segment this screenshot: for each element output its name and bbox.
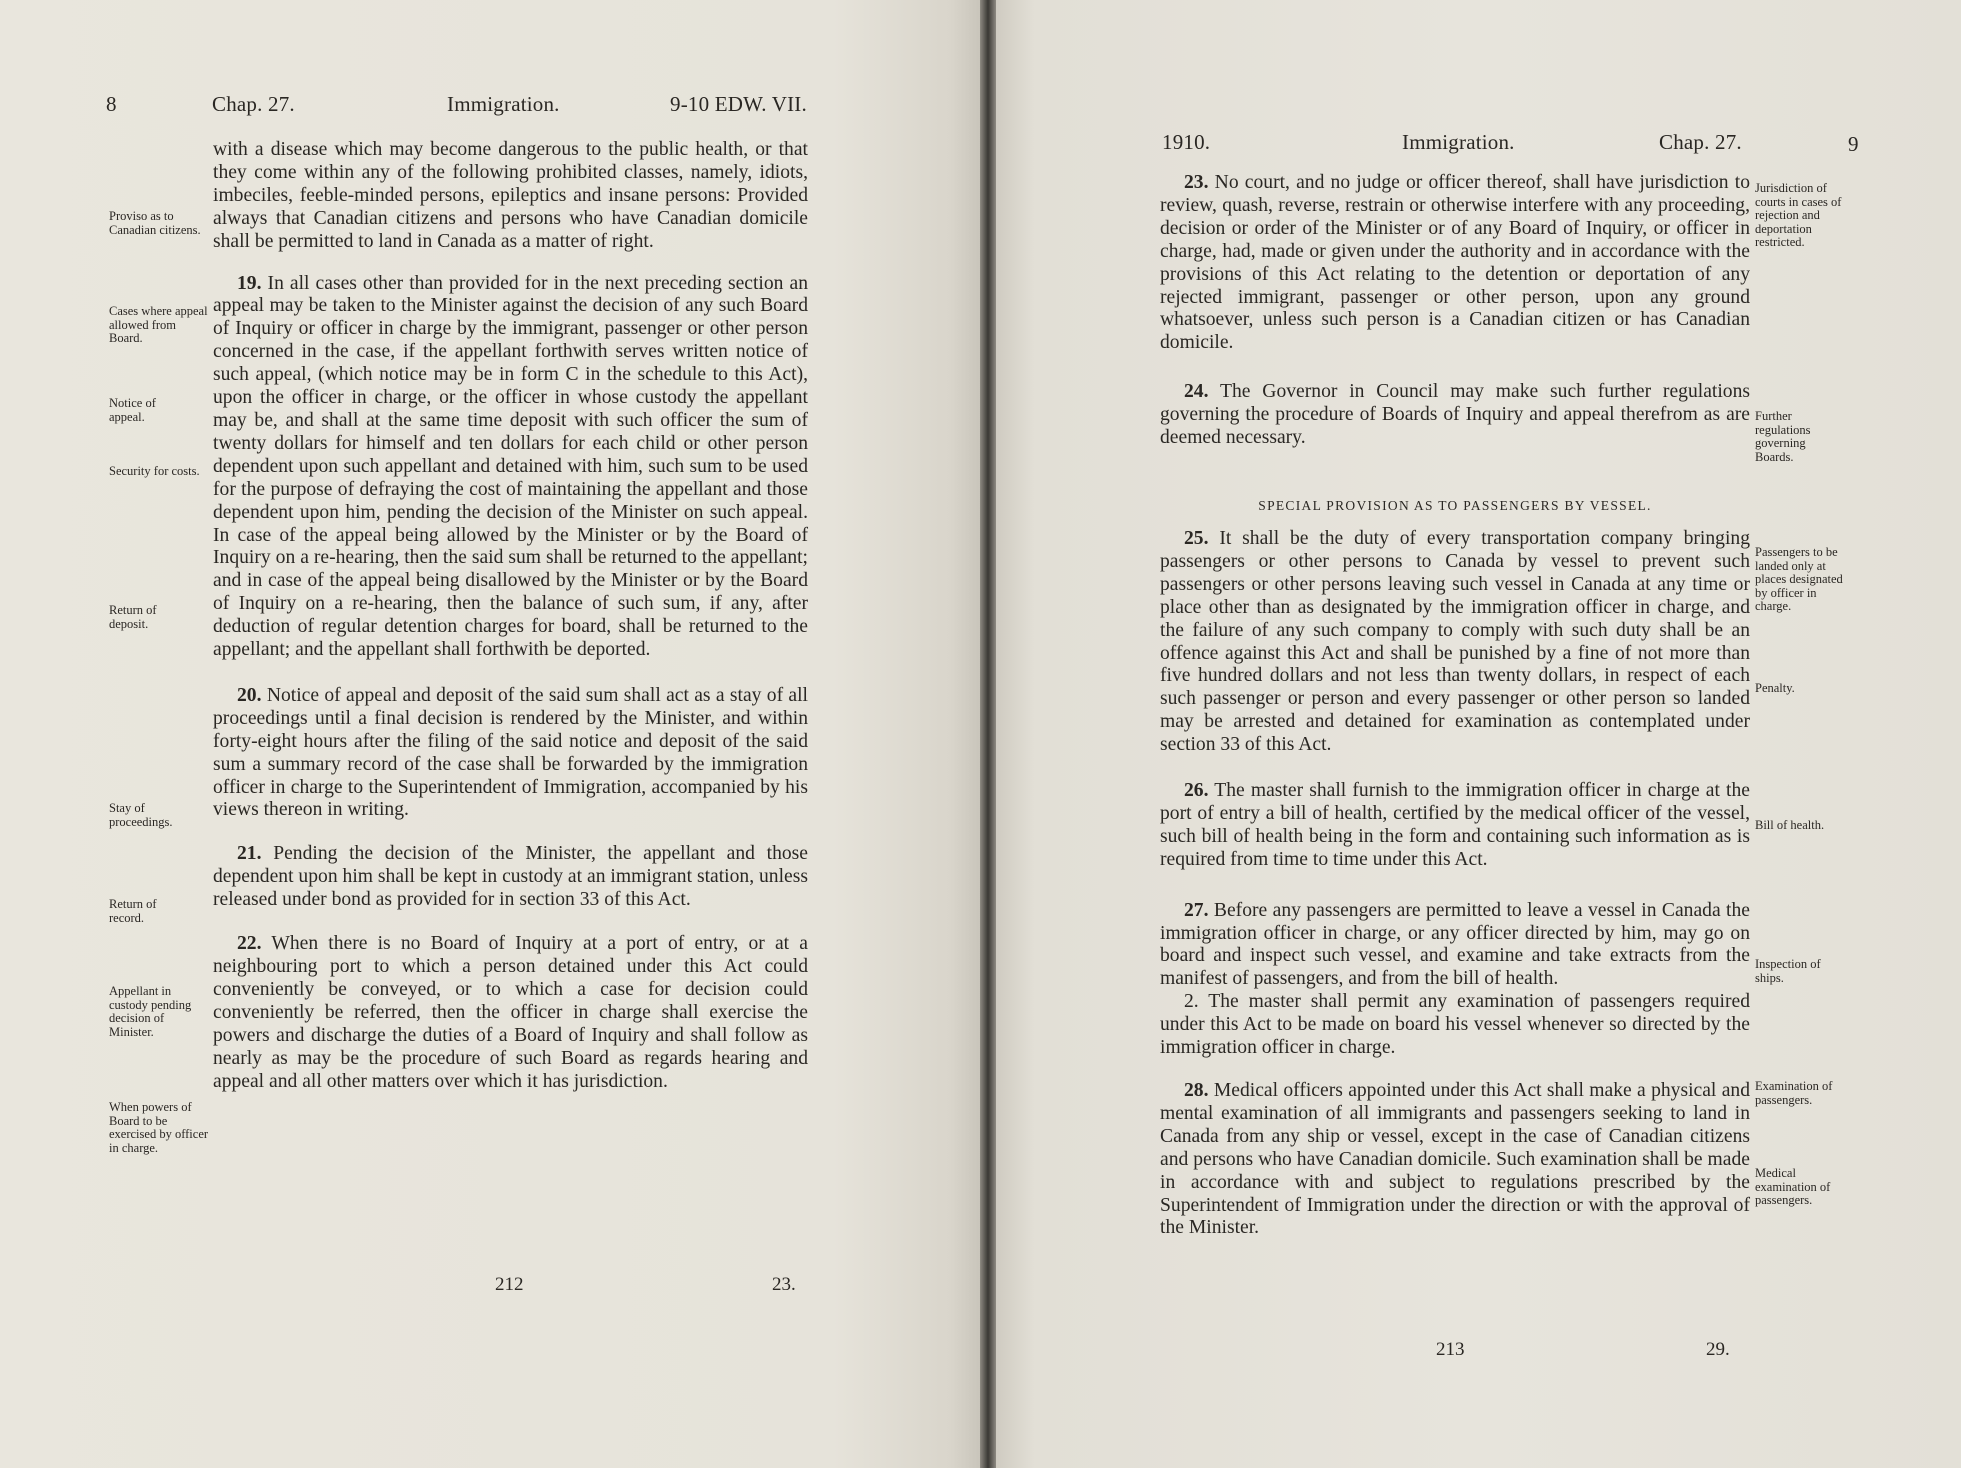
section-number: 24. [1184, 381, 1209, 403]
margin-note: Passengers to be landed only at places designated by officer in charge. [1755, 545, 1843, 614]
paragraph-text: with a disease which may become dangerous to the public health, or that they come within any of the following prohibited classes, namely, idiots, imbeciles, feeble-minded persons, epileptics and insane persons: Provided always that Canadian citizens and persons who have Canadian domicile shall be permitted to land in Canada as a matter of right. [213, 139, 808, 252]
section-25 [1160, 528, 1750, 757]
subsection-number: 2. [1184, 991, 1199, 1013]
section-text: The master shall furnish to the immigration officer in charge at the port of entry a bill of health, certified by the medical officer of the vessel, such bill of health being in the form and containing such information as is required from time to time under this Act. [1160, 780, 1750, 870]
margin-note: Penalty. [1755, 681, 1795, 695]
section-text: When there is no Board of Inquiry at a port of entry, or at a neighbouring port to which a person detained under this Act could conveniently be conveyed, or to which a case for decision could conveniently be referred, then the officer in charge shall exercise the powers and discharge the duties of a Board of Inquiry and shall follow as nearly as may be the procedure of such Board as regards hearing and appeal and all other matters over which it has jurisdiction. [213, 933, 808, 1092]
section-22 [213, 933, 808, 1093]
section-heading: SPECIAL PROVISION AS TO PASSENGERS BY VESSEL. [1258, 498, 1652, 513]
margin-note: Examination of passengers. [1755, 1079, 1833, 1107]
year-heading: 1910. [1162, 130, 1211, 154]
margin-note: Further regulations governing Boards. [1755, 409, 1811, 464]
section-text: In all cases other than provided for in the next preceding section an appeal may be taken to the Minister against the decision of any such Board of Inquiry or officer in charge by the immigrant, passenger or other person concerned in the case, if the appellant forthwith serves written notice of such appeal, (which notice may be in form C in the schedule to this Act), upon the officer in charge, or the officer in whose custody the appellant may be, and shall at the same time deposit with such officer the sum of twenty dollars for himself and ten dollars for each child or other person dependent upon such appellant and detained with him, such sum to be used for the purpose of defraying the cost of maintaining the appellant and those dependent upon him, pending the decision of the Minister on such appeal. In case of the appeal being allowed by the Minister or by the Board of Inquiry on a re-hearing, then the said sum shall be returned to the appellant; and in case of the appeal being disallowed by the Minister or by the Board of Inquiry on a re-hearing, then the balance of such sum, if any, after deduction of regular detention charges for board, shall be returned to the appellant; and the appellant shall forthwith be deported. [213, 272, 808, 661]
page-folio: 213 [1436, 1339, 1465, 1360]
page-number: 8 [106, 92, 117, 116]
section-number: 20. [237, 684, 262, 706]
section-19 [213, 273, 808, 662]
section-text: Before any passengers are permitted to leave a vessel in Canada the immigration officer in charge, or any officer directed by him, may go on board and inspect such vessel, and examine and take extracts from the manifest of passengers, and from the bill of health. [1160, 899, 1750, 990]
section-text: No court, and no judge or officer thereof, shall have jurisdiction to review, quash, reverse, restrain or otherwise interfere with any proceeding, decision or order of the Minister or of any Board of Inquiry, or officer in charge, had, made or given under the authority and in accordance with the provisions of this Act relating to the detention or deportation of any rejected immigrant, passenger or other person, upon any ground whatsoever, unless such person is a Canadian citizen or has Canadian domicile. [1160, 172, 1750, 354]
section-20 [213, 685, 808, 822]
section-text: It shall be the duty of every transportation company bringing passengers or other persons to Canada by vessel to prevent such passengers or other persons leaving such vessel in Canada at any time or place other than as designated by the immigration officer in charge, and the failure of any such company to comply with such duty shall be an offence against this Act and shall be punished by a fine of not more than five hundred dollars and not less than twenty dollars, in respect of each such passenger or person and every passenger or other person so landed may be arrested and detained for examination as contemplated under section 33 of this Act. [1160, 527, 1750, 756]
margin-note: Inspection of ships. [1755, 957, 1821, 985]
running-title: Immigration. [1402, 130, 1515, 154]
section-26 [1160, 780, 1750, 872]
section-number: 23. [1184, 172, 1209, 193]
left-page [0, 0, 980, 1468]
margin-note: Medical examination of passengers. [1755, 1166, 1831, 1208]
margin-note: Security for costs. [109, 464, 200, 478]
section-number: 22. [237, 933, 262, 955]
margin-note: Appellant in custody pending decision of Minister. [109, 984, 192, 1039]
margin-note: Jurisdiction of courts in cases of rejection and deportation restricted. [1755, 181, 1842, 250]
page-number: 9 [1848, 132, 1859, 156]
signature-mark: 29. [1706, 1339, 1730, 1360]
section-text: The Governor in Council may make such further regulations governing the procedure of Boards of Inquiry and appeal therefrom as are deemed necessary. [1160, 381, 1750, 449]
text-column [213, 139, 808, 1114]
section-text: Notice of appeal and deposit of the said sum shall act as a stay of all proceedings until a final decision is rendered by the Minister, and within forty-eight hours after the filing of the said notice and deposit of the said sum a summary record of the case shall be forwarded by the immigration officer in charge to the Superintendent of Immigration, accompanied by his views thereon in writing. [213, 684, 808, 821]
section-number: 21. [237, 843, 262, 865]
section-21 [213, 843, 808, 912]
signature-mark: 23. [772, 1274, 796, 1295]
margin-note: Proviso as to Canadian citizens. [109, 209, 201, 237]
book-gutter [980, 0, 996, 1468]
section-text: The master shall permit any examination of passengers required under this Act to be made on board his vessel whenever so directed by the immigration officer in charge. [1160, 991, 1750, 1059]
margin-note: Cases where appeal allowed from Board. [109, 304, 208, 346]
section-number: 27. [1184, 899, 1209, 921]
margin-note: Return of record. [109, 897, 157, 925]
section-28 [1160, 1080, 1750, 1240]
right-page [996, 0, 1961, 1468]
paragraph [213, 139, 808, 254]
subsection-27-2 [1160, 991, 1750, 1060]
margin-note: Notice of appeal. [109, 396, 156, 424]
chapter-heading: Chap. 27. [1659, 130, 1742, 154]
section-27 [1160, 900, 1750, 992]
text-column [1160, 172, 1750, 1261]
running-title: Immigration. [447, 92, 560, 116]
margin-note: Bill of health. [1755, 818, 1825, 832]
section-number: 25. [1184, 527, 1209, 549]
margin-note: Stay of proceedings. [109, 801, 173, 829]
section-text: Medical officers appointed under this Act shall make a physical and mental examination of all immigrants and passengers seeking to land in Canada from any ship or vessel, except in the case of Canadian citizens and persons who have Canadian domicile. Such examination shall be made in accordance with and subject to regulations prescribed by the Superintendent of Immigration under the direction or with the approval of the Minister. [1160, 1080, 1750, 1239]
page-folio: 212 [495, 1274, 524, 1295]
section-number: 19. [237, 272, 262, 294]
margin-note: Return of deposit. [109, 603, 157, 631]
section-number: 26. [1184, 780, 1209, 802]
margin-note: When powers of Board to be exercised by officer in charge. [109, 1100, 209, 1155]
section-24 [1160, 381, 1750, 450]
edition-heading: 9-10 EDW. VII. [670, 92, 807, 116]
section-text: Pending the decision of the Minister, the appellant and those dependent upon him shall be kept in custody at an immigrant station, unless released under bond as provided for in section 33 of this Act. [213, 843, 808, 911]
chapter-heading: Chap. 27. [212, 92, 295, 116]
section-number: 28. [1184, 1080, 1209, 1101]
section-23 [1160, 172, 1750, 355]
